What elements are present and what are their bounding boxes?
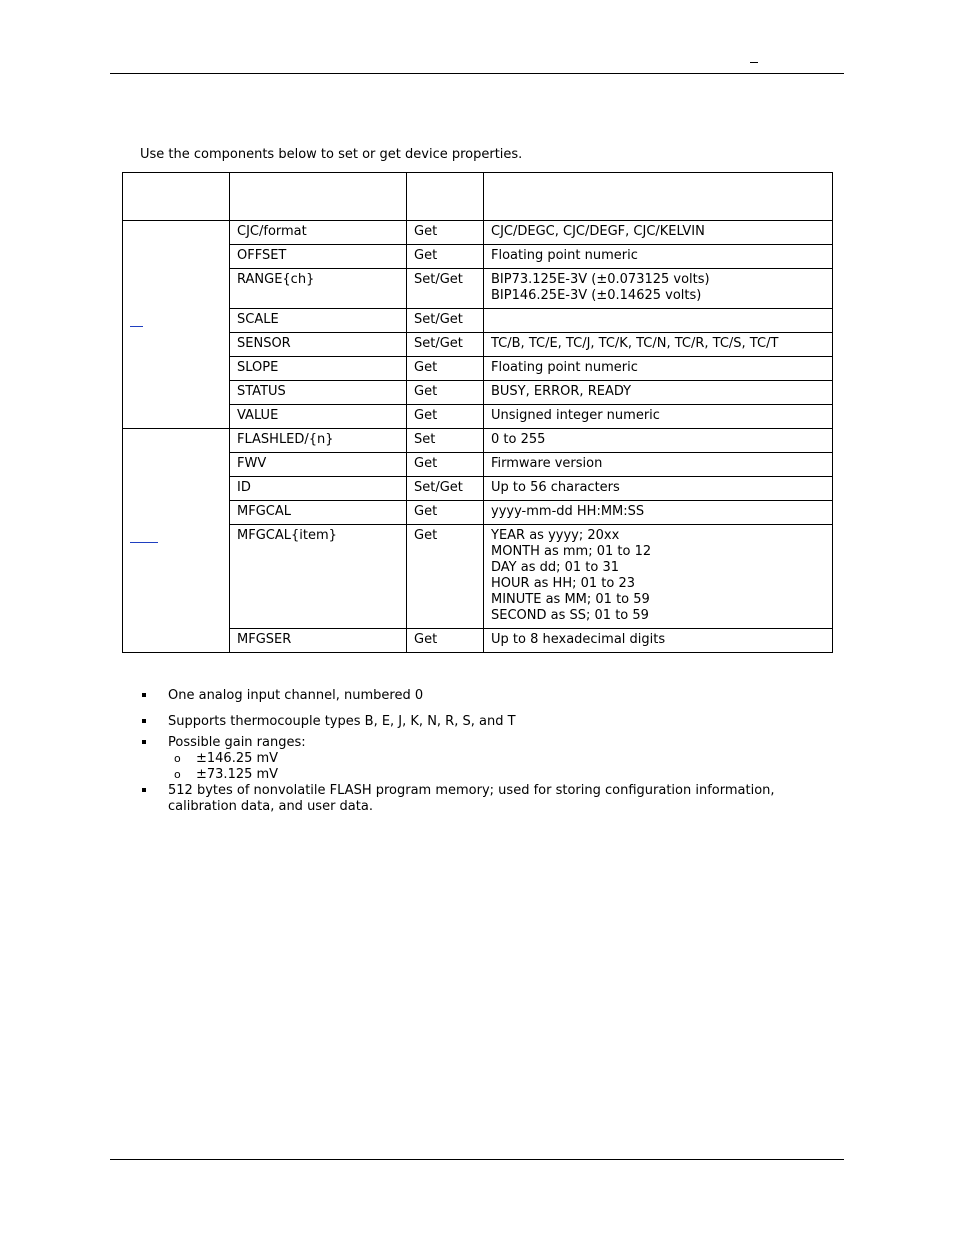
property-cell: MFGSER	[230, 629, 407, 653]
table-row	[123, 357, 833, 381]
table-row	[123, 245, 833, 269]
header-cell-component	[123, 173, 230, 221]
header-rule	[110, 73, 844, 74]
access-cell: Get	[407, 405, 484, 429]
values-cell: yyyy-mm-dd HH:MM:SS	[484, 501, 833, 525]
property-cell: FWV	[230, 453, 407, 477]
table-row	[123, 525, 833, 629]
feature-item	[140, 735, 820, 783]
values-cell: YEAR as yyyy; 20xx MONTH as mm; 01 to 12 DAY as dd; 01 to 31 HOUR as HH; 01 to 23 MINUTE as MM; 01 to 59 SECOND as SS; 01 to 59	[484, 525, 833, 629]
feature-item	[140, 688, 820, 704]
feature-sublist	[168, 751, 820, 783]
values-cell: Floating point numeric	[484, 245, 833, 269]
table-body	[123, 221, 833, 653]
access-cell: Set	[407, 429, 484, 453]
table-row	[123, 501, 833, 525]
property-cell: STATUS	[230, 381, 407, 405]
property-cell: RANGE{ch}	[230, 269, 407, 309]
header-mark	[750, 62, 758, 63]
values-cell: BIP73.125E-3V (±0.073125 volts) BIP146.25E-3V (±0.14625 volts)	[484, 269, 833, 309]
table-row	[123, 381, 833, 405]
access-cell: Get	[407, 453, 484, 477]
values-cell: Up to 56 characters	[484, 477, 833, 501]
device-properties-table	[122, 172, 833, 653]
feature-item	[140, 783, 820, 815]
values-cell: TC/B, TC/E, TC/J, TC/K, TC/N, TC/R, TC/S, TC/T	[484, 333, 833, 357]
table-row	[123, 221, 833, 245]
values-cell: Unsigned integer numeric	[484, 405, 833, 429]
values-cell: CJC/DEGC, CJC/DEGF, CJC/KELVIN	[484, 221, 833, 245]
table-row	[123, 269, 833, 309]
property-cell: SENSOR	[230, 333, 407, 357]
component-link[interactable]	[130, 542, 158, 543]
header-cell-access	[407, 173, 484, 221]
property-cell: VALUE	[230, 405, 407, 429]
property-cell: SCALE	[230, 309, 407, 333]
property-cell: SLOPE	[230, 357, 407, 381]
property-cell: OFFSET	[230, 245, 407, 269]
table-header-row	[123, 173, 833, 221]
values-cell	[484, 309, 833, 333]
property-cell: MFGCAL	[230, 501, 407, 525]
values-cell: BUSY, ERROR, READY	[484, 381, 833, 405]
access-cell: Set/Get	[407, 477, 484, 501]
table-row	[123, 629, 833, 653]
table-row	[123, 477, 833, 501]
footer-rule	[110, 1159, 844, 1160]
property-cell: ID	[230, 477, 407, 501]
table-row	[123, 453, 833, 477]
property-cell: CJC/format	[230, 221, 407, 245]
component-group-cell	[123, 221, 230, 429]
values-cell: Firmware version	[484, 453, 833, 477]
access-cell: Set/Get	[407, 333, 484, 357]
feature-text: 512 bytes of nonvolatile FLASH program memory; used for storing configuration information, calibration data, and user data.	[168, 783, 775, 814]
values-cell: Floating point numeric	[484, 357, 833, 381]
table-row	[123, 405, 833, 429]
component-group-cell	[123, 429, 230, 653]
feature-list	[140, 688, 820, 815]
component-link[interactable]	[130, 326, 143, 327]
header-cell-values	[484, 173, 833, 221]
table-row	[123, 333, 833, 357]
header-cell-property	[230, 173, 407, 221]
feature-text: Supports thermocouple types B, E, J, K, N, R, S, and T	[168, 714, 516, 729]
feature-text: One analog input channel, numbered 0	[168, 688, 424, 703]
access-cell: Set/Get	[407, 269, 484, 309]
access-cell: Set/Get	[407, 309, 484, 333]
access-cell: Get	[407, 501, 484, 525]
feature-subitem: o ±146.25 mV	[168, 751, 820, 767]
access-cell: Get	[407, 381, 484, 405]
access-cell: Get	[407, 245, 484, 269]
access-cell: Get	[407, 629, 484, 653]
property-cell: FLASHLED/{n}	[230, 429, 407, 453]
table-row	[123, 429, 833, 453]
access-cell: Get	[407, 357, 484, 381]
access-cell: Get	[407, 221, 484, 245]
table-row	[123, 309, 833, 333]
feature-subitem: o ±73.125 mV	[168, 767, 820, 783]
intro-text: Use the components below to set or get device properties.	[140, 147, 523, 162]
feature-text: Possible gain ranges:	[168, 735, 306, 750]
values-cell: Up to 8 hexadecimal digits	[484, 629, 833, 653]
access-cell: Get	[407, 525, 484, 629]
values-cell: 0 to 255	[484, 429, 833, 453]
property-cell: MFGCAL{item}	[230, 525, 407, 629]
feature-item	[140, 714, 820, 730]
